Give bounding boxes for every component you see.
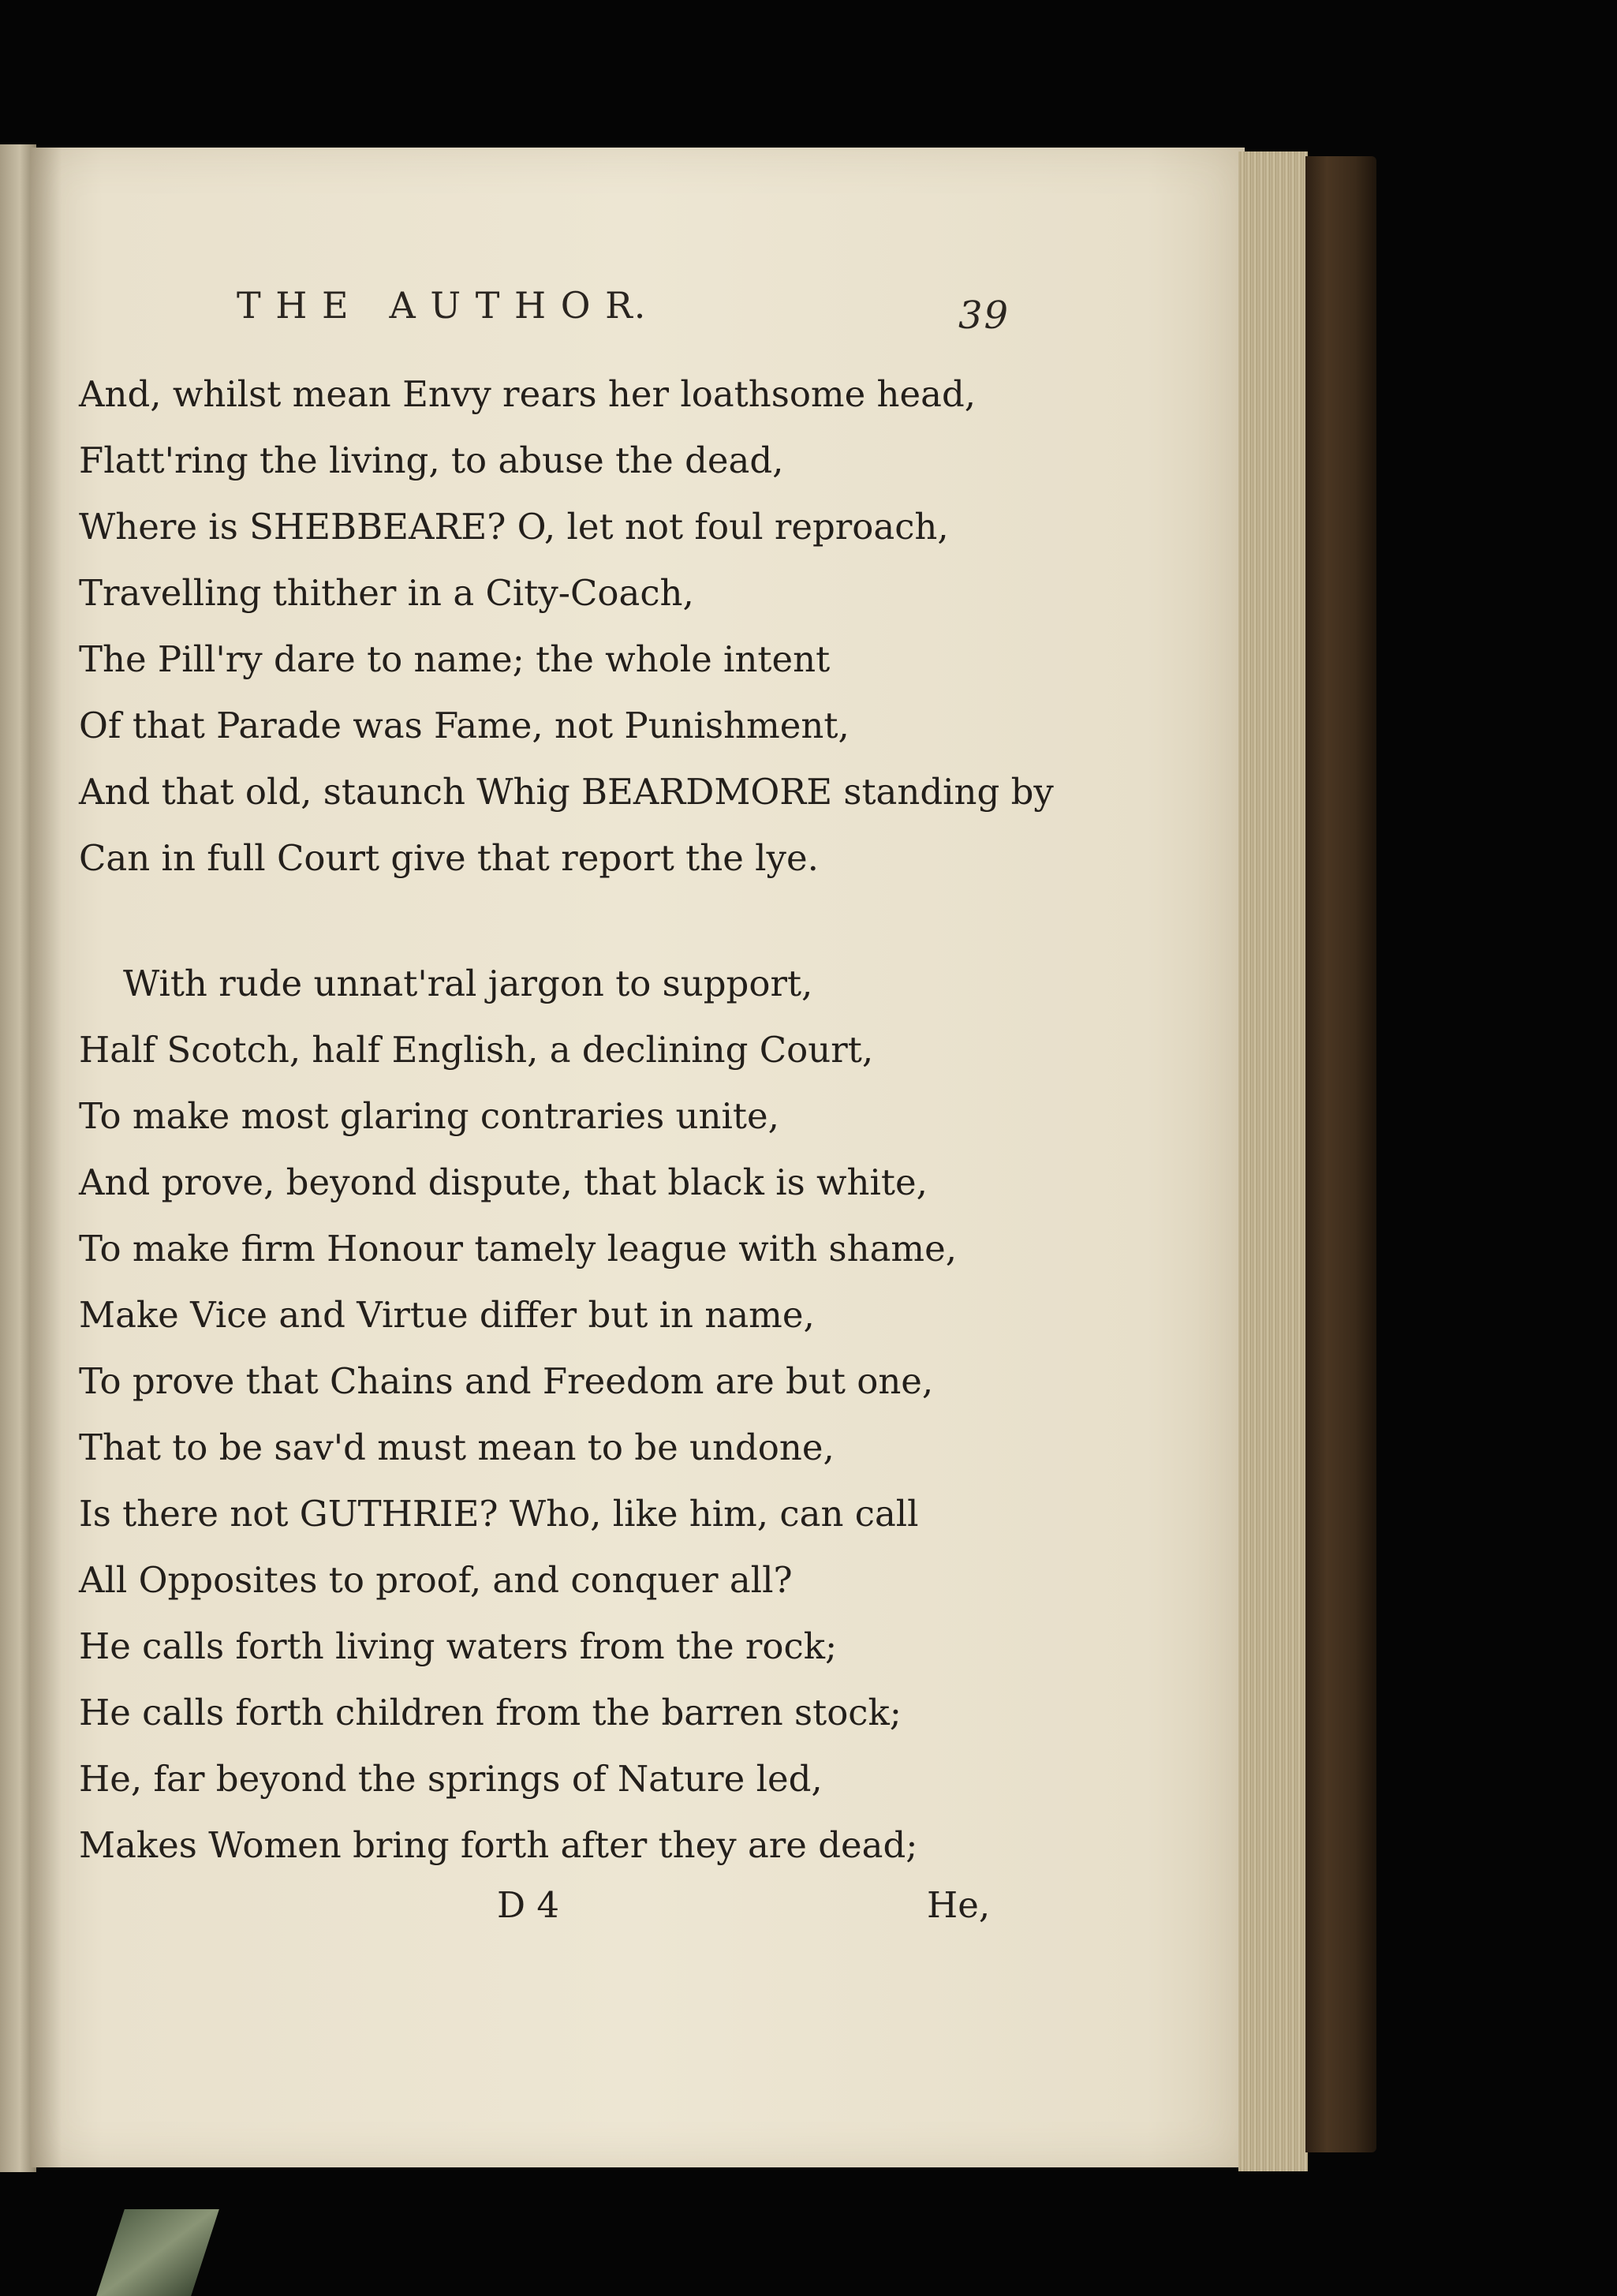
page-footer: [497, 1884, 1002, 1939]
verse-line: All Opposites to proof, and conquer all?: [79, 1559, 793, 1601]
page-number: 39: [958, 294, 1010, 338]
verse-line: Is there not GUTHRIE? Who, like him, can call: [79, 1493, 919, 1535]
verse-line: And prove, beyond dispute, that black is white,: [79, 1161, 928, 1203]
verse-line: To make firm Honour tamely league with shame,: [79, 1228, 958, 1270]
running-title: T H E A U T H O R.: [237, 284, 648, 327]
verse-line: He calls forth living waters from the rock;: [79, 1625, 838, 1667]
verse-line: With rude unnat'ral jargon to support,: [123, 963, 813, 1004]
verse-line: Where is SHEBBEARE? O, let not foul reproach,: [79, 506, 949, 548]
verse-line: He calls forth children from the barren stock;: [79, 1692, 902, 1733]
poem-text: [79, 361, 1054, 1879]
verse-line: He, far beyond the springs of Nature led,: [79, 1758, 823, 1800]
verse-line: Half Scotch, half English, a declining Court,: [79, 1029, 874, 1071]
verse-line: Can in full Court give that report the lye.: [79, 837, 819, 879]
signature-mark: D 4: [497, 1884, 560, 1926]
book-cover-edge: [1305, 156, 1376, 2152]
verse-line: Travelling thither in a City-Coach,: [79, 572, 694, 614]
verse-line: The Pill'ry dare to name; the whole intent: [79, 638, 831, 680]
verse-line: Of that Parade was Fame, not Punishment,: [79, 705, 850, 746]
verse-line: Makes Women bring forth after they are dead;: [79, 1824, 918, 1866]
verse-line: Flatt'ring the living, to abuse the dead,: [79, 439, 784, 481]
verse-line: Make Vice and Virtue differ but in name,: [79, 1294, 815, 1336]
bookmark-ribbon: [96, 2209, 219, 2296]
stanza-break: [79, 892, 1010, 951]
catchword: He,: [927, 1884, 991, 1926]
page-gutter-shadow: [30, 148, 62, 2167]
verse-line: And, whilst mean Envy rears her loathsome head,: [79, 373, 977, 415]
verse-line: That to be sav'd must mean to be undone,: [79, 1427, 835, 1468]
verse-line: To make most glaring contraries unite,: [79, 1095, 779, 1137]
verse-line: And that old, staunch Whig BEARDMORE standing by: [79, 771, 1054, 813]
verse-line: To prove that Chains and Freedom are but one,: [79, 1360, 934, 1402]
page-block-edge: [1238, 151, 1308, 2171]
running-header: [229, 284, 1010, 339]
